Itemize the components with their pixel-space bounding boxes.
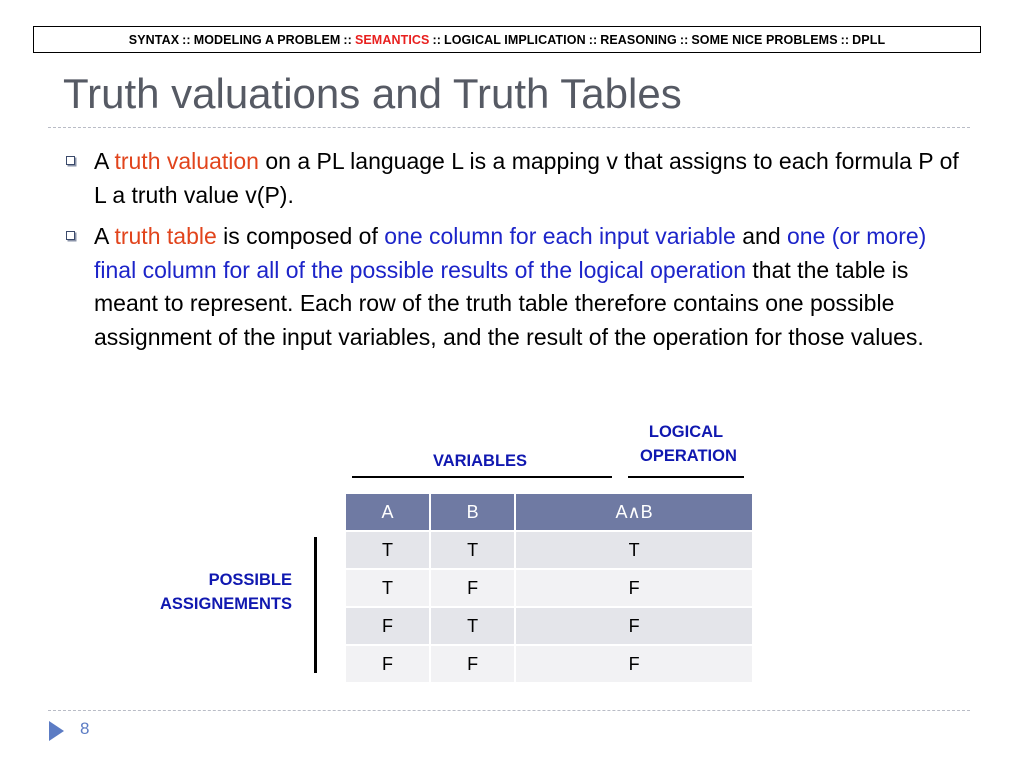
nav-item-syntax[interactable]: SYNTAX xyxy=(128,32,180,47)
table-row xyxy=(345,569,753,607)
variables-bracket-line xyxy=(352,476,612,478)
bullet-text: A xyxy=(94,148,115,174)
nav-separator: :: xyxy=(432,32,441,47)
highlighted-term: one column for each input variable xyxy=(384,223,736,249)
operation-bracket-line xyxy=(628,476,744,478)
title-divider xyxy=(48,127,970,128)
table-cell: T xyxy=(515,531,753,569)
nav-item-logical-implication[interactable]: LOGICAL IMPLICATION xyxy=(443,32,586,47)
bullet-text: A xyxy=(94,223,115,249)
bullet-text: on a PL language L is a mapping v that assigns to each formula P of L a truth value v(P). xyxy=(94,148,959,208)
bullet-list xyxy=(66,145,966,362)
nav-item-dpll[interactable]: DPLL xyxy=(852,32,886,47)
table-cell: T xyxy=(345,531,430,569)
bullet-item xyxy=(66,220,966,354)
bullet-text: that the table is meant to represent. Each row of the truth table therefore contains one possible assignment of the input variables, and the result of the operation for those values. xyxy=(94,256,924,350)
variables-label: VARIABLES xyxy=(432,452,528,470)
nav-separator: :: xyxy=(588,32,598,47)
nav-separator: :: xyxy=(182,32,191,47)
column-header-b: B xyxy=(430,493,515,531)
highlighted-term: truth table xyxy=(114,223,217,249)
table-cell: F xyxy=(430,569,515,607)
nav-item-some-nice-problems[interactable]: SOME NICE PROBLEMS xyxy=(691,32,838,47)
assignments-bracket-line xyxy=(314,537,317,673)
table-cell: F xyxy=(515,569,753,607)
nav-separator: :: xyxy=(343,32,352,47)
table-cell: F xyxy=(345,607,430,645)
table-cell: F xyxy=(345,645,430,683)
triangle-right-icon xyxy=(49,721,64,741)
table-row xyxy=(345,607,753,645)
table-cell: F xyxy=(430,645,515,683)
slide-title: Truth valuations and Truth Tables xyxy=(63,70,682,117)
highlighted-term: one (or more) final column for all of the possible results of the logical operation xyxy=(94,223,927,283)
table-row xyxy=(345,531,753,569)
column-header-a: A xyxy=(345,493,430,531)
table-header-row xyxy=(345,493,753,531)
table-cell: T xyxy=(430,531,515,569)
checkbox-bullet-icon xyxy=(66,231,75,240)
nav-item-reasoning[interactable]: REASONING xyxy=(600,32,677,47)
truth-table xyxy=(344,492,754,684)
column-header-a-and-b: A∧B xyxy=(515,493,753,531)
checkbox-bullet-icon xyxy=(66,156,75,165)
table-cell: T xyxy=(345,569,430,607)
table-cell: F xyxy=(515,607,753,645)
logical-operation-label: LOGICAL OPERATION xyxy=(640,423,737,465)
nav-separator: :: xyxy=(679,32,689,47)
nav-separator: :: xyxy=(840,32,850,47)
bullet-text: is composed of xyxy=(216,223,385,249)
footer-divider xyxy=(48,710,970,711)
section-navigation xyxy=(33,26,981,53)
nav-item-semantics[interactable]: SEMANTICS xyxy=(354,32,430,47)
table-cell: F xyxy=(515,645,753,683)
bullet-text: and xyxy=(735,223,787,249)
possible-assignments-label: POSSIBLE ASSIGNEMENTS xyxy=(159,571,292,613)
page-number: 8 xyxy=(80,719,90,738)
bullet-item xyxy=(66,145,966,212)
highlighted-term: truth valuation xyxy=(114,148,259,174)
table-row xyxy=(345,645,753,683)
nav-item-modeling-a-problem[interactable]: MODELING A PROBLEM xyxy=(193,32,341,47)
table-cell: T xyxy=(430,607,515,645)
